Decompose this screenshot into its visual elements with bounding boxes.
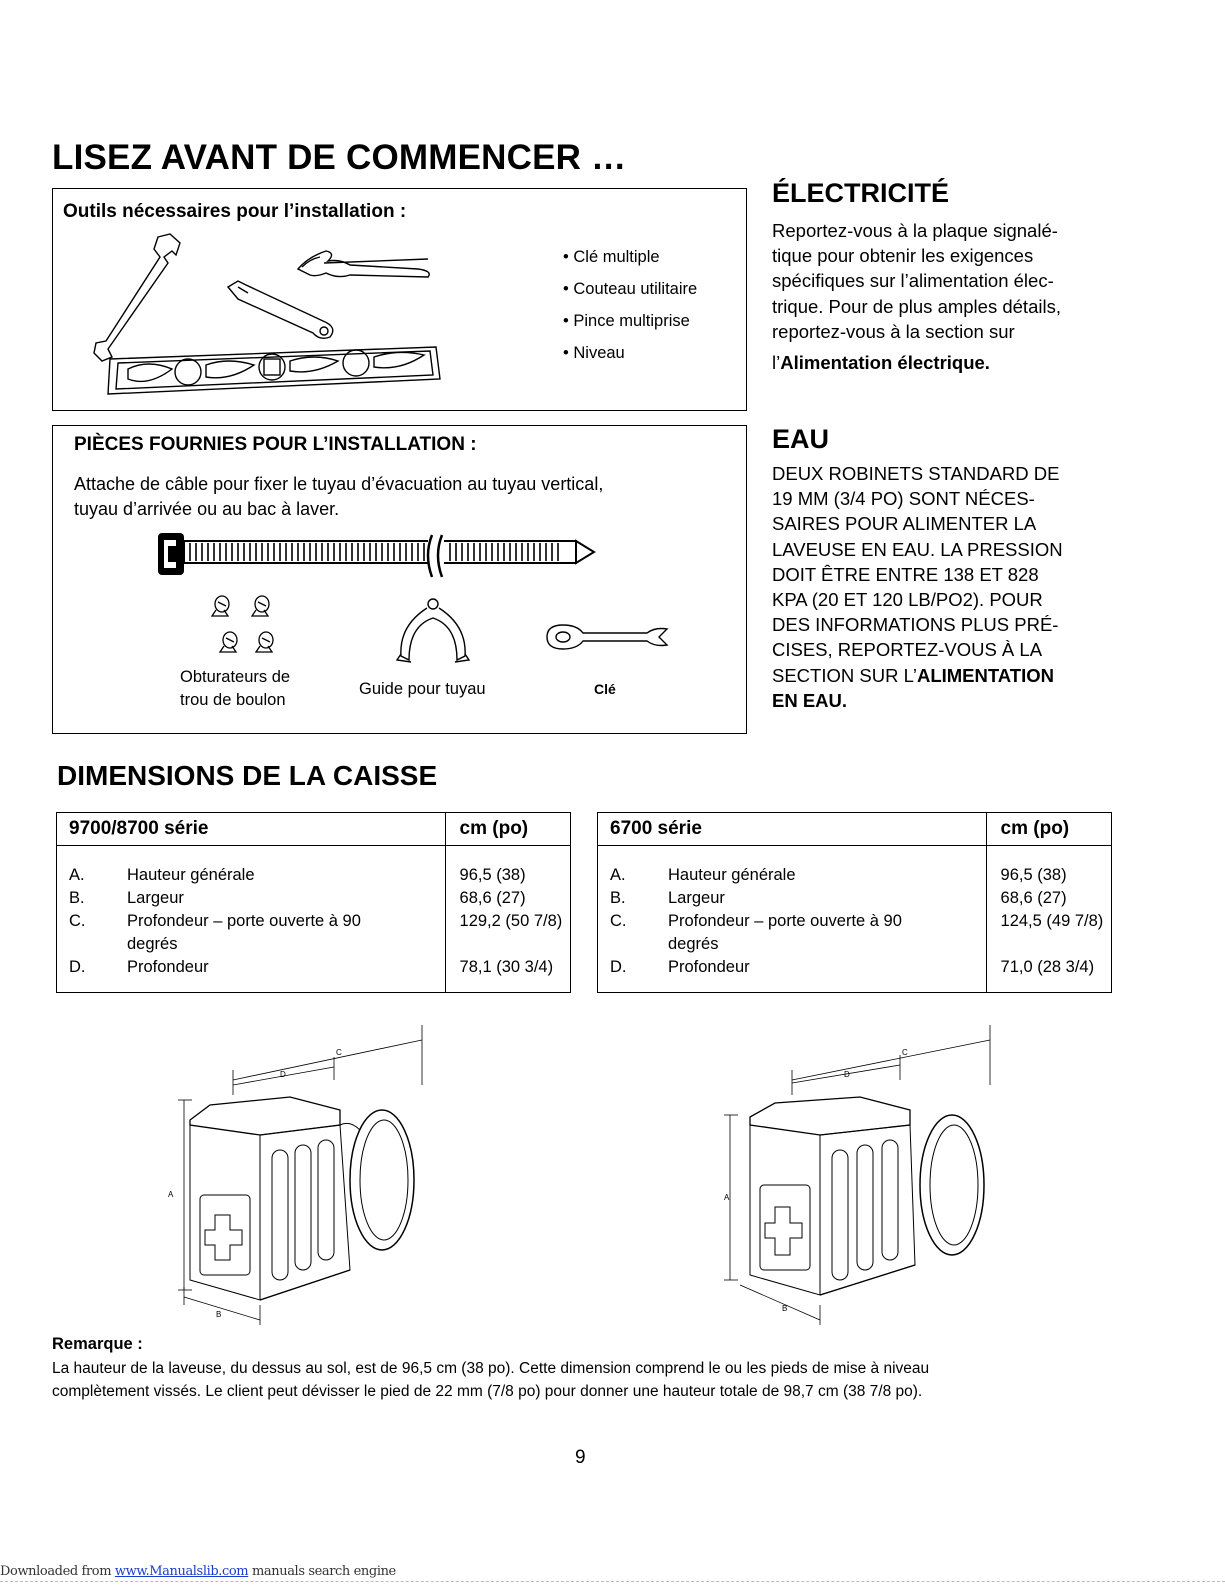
water-line-bold: ALIMENTATION xyxy=(916,664,1054,686)
row-letter: D. xyxy=(610,958,627,976)
dimensions-table-6700 xyxy=(597,812,1112,993)
row-label: Profondeur xyxy=(127,958,209,976)
series-header: 6700 série xyxy=(598,813,987,846)
footer-divider xyxy=(0,1581,1225,1582)
dim-label-a: A xyxy=(724,1193,730,1202)
washer-diagram-9700 xyxy=(160,1025,460,1325)
row-label: Profondeur – porte ouverte à 90 xyxy=(127,912,361,930)
row-label-cont: degrés xyxy=(668,935,719,953)
electricity-last-line xyxy=(772,350,1132,375)
row-label: Profondeur xyxy=(668,958,750,976)
row-value: 78,1 (30 3/4) xyxy=(445,956,570,979)
row-label: Profondeur – porte ouverte à 90 xyxy=(668,912,902,930)
parts-box xyxy=(52,425,747,734)
table-row xyxy=(598,864,1112,887)
footer xyxy=(0,1564,396,1579)
footer-prefix: Downloaded from xyxy=(0,1564,115,1579)
electricity-prefix: l’ xyxy=(772,352,781,374)
table-row xyxy=(57,887,571,910)
tools-list xyxy=(563,241,697,369)
wrench-icon xyxy=(543,619,673,659)
row-letter: A. xyxy=(69,866,85,884)
tool-item: • Clé multiple xyxy=(563,248,660,266)
water-line: 19 MM (3/4 PO) SONT NÉCES- xyxy=(772,488,1035,510)
dim-label-c: C xyxy=(336,1048,342,1057)
electricity-line: reportez-vous à la section sur xyxy=(772,320,1015,342)
row-label: Hauteur générale xyxy=(668,866,796,884)
electricity-line: trique. Pour de plus amples détails, xyxy=(772,295,1061,317)
dim-label-d: D xyxy=(844,1070,850,1079)
washer-diagram-6700 xyxy=(720,1025,1020,1325)
water-line: CISES, REPORTEZ-VOUS À LA xyxy=(772,639,1043,661)
water-line-10 xyxy=(772,688,1132,713)
row-label-multiline xyxy=(668,910,986,956)
row-letter: C. xyxy=(610,912,627,930)
row-letter: A. xyxy=(610,866,626,884)
page-title: LISEZ AVANT DE COMMENCER … xyxy=(52,138,627,177)
tools-box xyxy=(52,188,747,411)
table-header-row xyxy=(598,813,1112,846)
water-line: DEUX ROBINETS STANDARD DE xyxy=(772,463,1060,484)
note-line: complètement vissés. Le client peut dévisser le pied de 22 mm (7/8 po) pour donner une hauteur totale de 98,7 cm (38 7/8 po). xyxy=(52,1383,923,1400)
row-label-multiline xyxy=(127,910,445,956)
electricity-text xyxy=(772,218,1132,375)
table-row xyxy=(598,910,1112,956)
multi-wrench-icon xyxy=(94,234,180,361)
hose-guide-icon xyxy=(393,596,473,666)
tool-item: • Niveau xyxy=(563,344,625,362)
tools-illustration xyxy=(88,229,488,409)
electricity-heading: ÉLECTRICITÉ xyxy=(772,178,950,208)
water-line-bold: EN EAU. xyxy=(772,689,848,711)
water-text xyxy=(772,461,1132,713)
electricity-line: spécifiques sur l’alimentation élec- xyxy=(772,270,1054,292)
table-row xyxy=(598,887,1112,910)
parts-description xyxy=(74,472,603,522)
parts-heading: PIÈCES FOURNIES POUR L’INSTALLATION : xyxy=(74,434,477,455)
row-value: 96,5 (38) xyxy=(445,864,570,887)
dim-label-c: C xyxy=(902,1048,908,1057)
water-line-9 xyxy=(772,663,1132,688)
electricity-line: Reportez-vous à la plaque signalé- xyxy=(772,220,1058,241)
row-label-cont: degrés xyxy=(127,935,178,953)
dimensions-table-9700 xyxy=(56,812,571,993)
level-icon xyxy=(108,347,440,394)
bolt-plugs-label-line: Obturateurs de xyxy=(180,668,291,686)
parts-description-line: Attache de câble pour fixer le tuyau d’évacuation au tuyau vertical, xyxy=(74,474,604,494)
hose-guide-label: Guide pour tuyau xyxy=(359,680,486,698)
cable-tie-icon xyxy=(158,531,598,581)
page-number: 9 xyxy=(575,1447,586,1468)
table-row xyxy=(57,864,571,887)
row-label: Largeur xyxy=(668,889,725,907)
pliers-icon xyxy=(298,251,429,277)
series-header: 9700/8700 série xyxy=(57,813,446,846)
tool-item: • Pince multiprise xyxy=(563,312,690,330)
table-row xyxy=(598,956,1112,979)
bolt-plugs-icon xyxy=(208,594,288,664)
bolt-plugs-label xyxy=(180,666,290,712)
row-value: 96,5 (38) xyxy=(986,864,1111,887)
row-value: 124,5 (49 7/8) xyxy=(986,910,1111,956)
row-label: Largeur xyxy=(127,889,184,907)
row-letter: D. xyxy=(69,958,86,976)
dim-label-a: A xyxy=(168,1190,174,1199)
tools-heading: Outils nécessaires pour l’installation : xyxy=(63,201,407,222)
row-value: 71,0 (28 3/4) xyxy=(986,956,1111,979)
water-line: LAVEUSE EN EAU. LA PRESSION xyxy=(772,538,1063,560)
table-header-row xyxy=(57,813,571,846)
footer-link[interactable]: www.Manualslib.com xyxy=(114,1564,249,1579)
water-heading: EAU xyxy=(772,424,830,454)
dimensions-heading: DIMENSIONS DE LA CAISSE xyxy=(57,760,438,791)
row-letter: B. xyxy=(69,889,85,907)
water-line: SAIRES POUR ALIMENTER LA xyxy=(772,513,1037,535)
wrench-label: Clé xyxy=(594,681,616,697)
water-line: KPA (20 ET 120 LB/PO2). POUR xyxy=(772,589,1043,611)
parts-description-line: tuyau d’arrivée ou au bac à laver. xyxy=(74,499,340,519)
dim-label-b: B xyxy=(782,1304,788,1313)
row-letter: B. xyxy=(610,889,626,907)
table-row xyxy=(57,956,571,979)
electricity-line: tique pour obtenir les exigences xyxy=(772,245,1034,267)
water-line: DES INFORMATIONS PLUS PRÉ- xyxy=(772,614,1059,636)
dim-label-d: D xyxy=(280,1070,286,1079)
row-letter: C. xyxy=(69,912,86,930)
water-line: DOIT ÊTRE ENTRE 138 ET 828 xyxy=(772,563,1039,585)
tool-item: • Couteau utilitaire xyxy=(563,280,698,298)
row-label: Hauteur générale xyxy=(127,866,255,884)
note-heading: Remarque : xyxy=(52,1335,143,1353)
row-value: 68,6 (27) xyxy=(986,887,1111,910)
note-text xyxy=(52,1357,929,1403)
utility-knife-icon xyxy=(228,281,333,338)
bolt-plugs-label-line: trou de boulon xyxy=(180,691,286,709)
row-value: 129,2 (50 7/8) xyxy=(445,910,570,956)
dim-label-b: B xyxy=(216,1310,222,1319)
table-row xyxy=(57,910,571,956)
unit-header: cm (po) xyxy=(445,813,570,846)
row-value: 68,6 (27) xyxy=(445,887,570,910)
footer-suffix: manuals search engine xyxy=(248,1564,396,1579)
water-line-prefix: SECTION SUR L’ xyxy=(772,664,917,686)
unit-header: cm (po) xyxy=(986,813,1111,846)
note-line: La hauteur de la laveuse, du dessus au sol, est de 96,5 cm (38 po). Cette dimension comprend le ou les pieds de mise à niveau xyxy=(52,1360,930,1377)
electricity-bold: Alimentation électrique. xyxy=(780,352,990,374)
